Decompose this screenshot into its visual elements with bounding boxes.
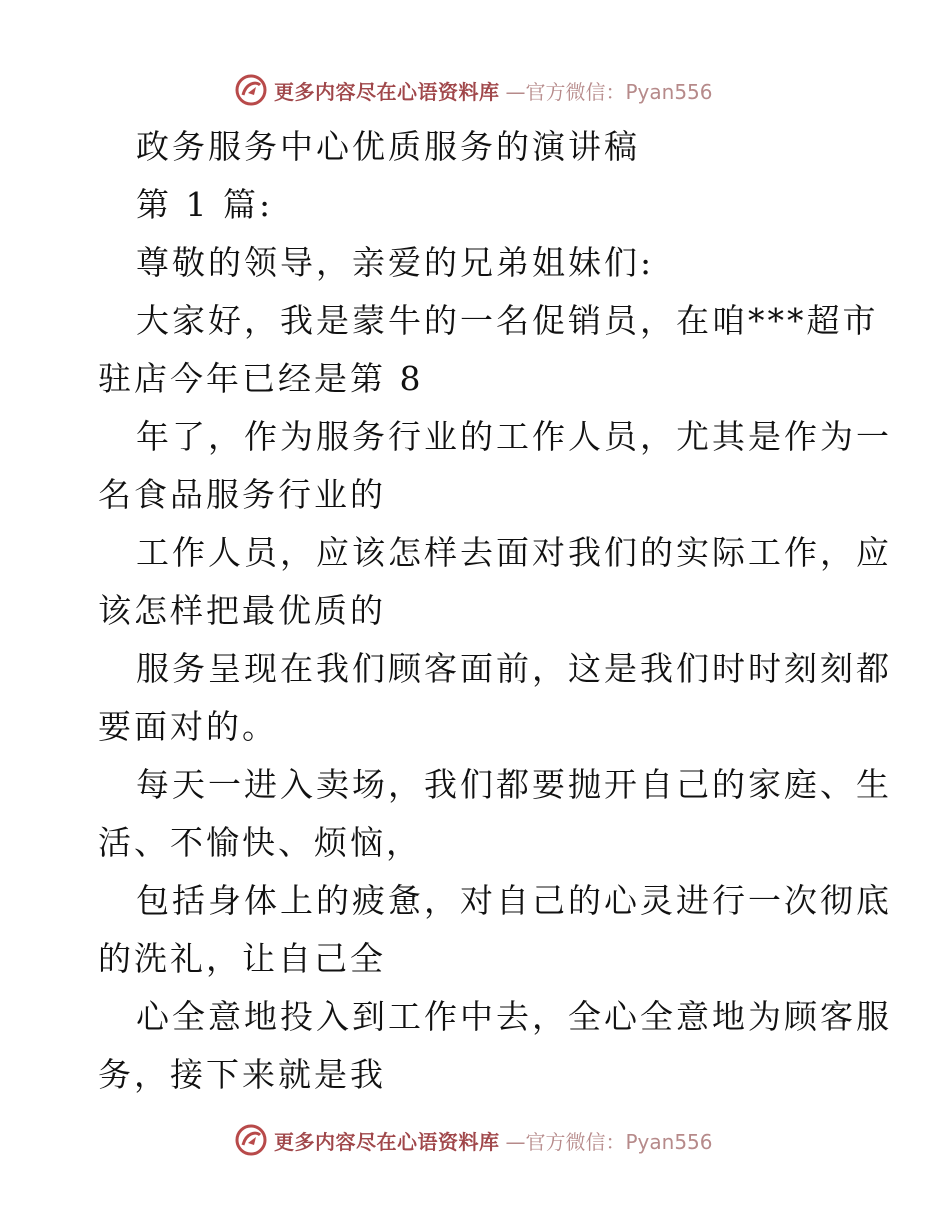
text-line: 心全意地投入到工作中去，全心全意地为顾客服 [136,997,892,1036]
text-line: 第 1 篇: [136,185,274,224]
text-line: 名食品服务行业的 [98,475,386,514]
text-line: 每天一进入卖场，我们都要抛开自己的家庭、生 [136,765,892,804]
text-line: 包括身体上的疲惫，对自己的心灵进行一次彻底 [136,881,892,920]
watermark-brand: 更多内容尽在心语资料库 [274,1129,500,1154]
text-line: 年了，作为服务行业的工作人员，尤其是作为一 [136,417,892,456]
watermark-brand: 更多内容尽在心语资料库 [274,79,500,104]
watermark-contact: —官方微信：Pyan556 [505,1129,713,1154]
header-watermark [234,71,713,109]
text-line: 的洗礼，让自己全 [98,939,386,978]
text-line: 驻店今年已经是第 8 [98,359,424,398]
red-swirl-logo-icon [234,73,268,107]
text-line: 大家好，我是蒙牛的一名促销员，在咱***超市 [136,301,879,340]
text-line: 政务服务中心优质服务的演讲稿 [136,127,640,166]
document-body [98,118,892,1104]
text-line: 要面对的。 [98,707,278,746]
watermark-contact: —官方微信：Pyan556 [505,79,713,104]
text-line: 服务呈现在我们顾客面前，这是我们时时刻刻都 [136,649,892,688]
red-swirl-logo-icon [234,1123,268,1157]
footer-watermark [234,1121,713,1159]
text-line: 活、不愉快、烦恼， [98,823,422,862]
text-line: 尊敬的领导，亲爱的兄弟姐妹们: [136,243,655,282]
text-line: 务，接下来就是我 [98,1055,386,1094]
text-line: 工作人员，应该怎样去面对我们的实际工作，应 [136,533,892,572]
text-line: 该怎样把最优质的 [98,591,386,630]
